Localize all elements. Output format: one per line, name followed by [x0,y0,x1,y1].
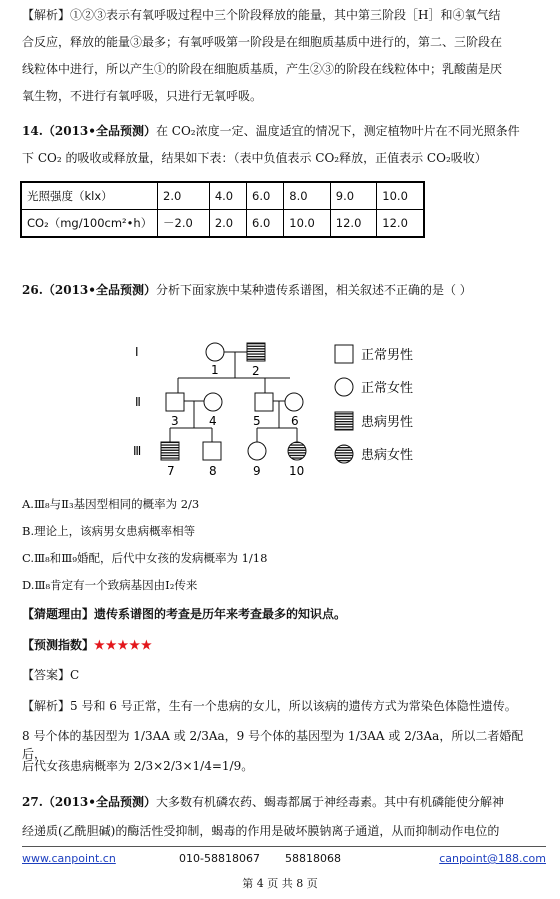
individual-2 [247,343,265,361]
individual-id: 7 [167,464,175,478]
option-d: D.Ⅲ₈肯定有一个致病基因由Ⅰ₂传来 [22,578,198,592]
individual-3 [166,393,184,411]
analysis-line: 【解析】5 号和 6 号正常，生有一个患病的女儿，所以该病的遗传方式为常染色体隐性遗传。 [22,699,517,713]
site-link[interactable]: www.canpoint.cn [22,852,116,865]
individual-id: 8 [209,464,217,478]
individual-4 [204,393,222,411]
q14-line1: 14.（2013•全品预测）在 CO₂浓度一定、温度适宜的情况下，测定植物叶片在不同光照条件 [22,124,520,138]
individual-id: 9 [253,464,261,478]
email-link[interactable]: canpoint@188.com [439,852,546,865]
individual-6 [285,393,303,411]
individual-id: 10 [289,464,305,478]
individual-id: 3 [171,414,179,428]
analysis-line: 合反应，释放的能量③最多；有氧呼吸第一阶段是在细胞质基质中进行的，第二、三阶段在 [22,35,503,49]
individual-id: 5 [253,414,261,428]
reason: 【猜题理由】遗传系谱图的考查是历年来考查最多的知识点。 [22,607,347,621]
analysis-line: 【解析】①②③表示有氧呼吸过程中三个阶段释放的能量，其中第三阶段［H］和④氧气结 [22,8,501,22]
individual-id: 2 [252,364,260,378]
q27-line1: 27.（2013•全品预测）大多数有机磷农药、蝎毒都属于神经毒素。其中有机磷能使分解神 [22,795,504,809]
legend-label: 正常男性 [361,348,414,363]
legend-label: 患病女性 [361,448,414,463]
individual-id: 4 [209,414,217,428]
phone: 58818068 [285,852,341,865]
individual-7 [161,442,179,460]
individual-id: 6 [291,414,299,428]
legend-label: 患病男性 [361,415,414,430]
legend-affected-female [335,445,353,463]
table-row: 光照强度（klx） 2.0 4.0 6.0 8.0 9.0 10.0 [21,182,424,210]
table-row: CO₂（mg/100cm²•h） －2.0 2.0 6.0 10.0 12.0 12.0 [21,210,424,238]
gen-label: Ⅱ [135,395,141,409]
individual-9 [248,442,266,460]
option-a: A.Ⅲ₈与Ⅱ₃基因型相同的概率为 2/3 [22,497,200,511]
analysis-line: 后代女孩患病概率为 2/3×2/3×1/4=1/9。 [22,759,254,773]
star-rating: ★★★★★ [94,638,153,652]
q26-stem: 26.（2013•全品预测）分析下面家族中某种遗传系谱图，相关叙述不正确的是（ ） [22,283,472,297]
q14-line2: 下 CO₂ 的吸收或释放量，结果如下表：（表中负值表示 CO₂释放，正值表示 CO₂吸收） [22,151,487,165]
legend-label: 正常女性 [361,381,414,396]
analysis-line: 线粒体中进行，所以产生①的阶段在细胞质基质，产生②③的阶段在线粒体中；乳酸菌是厌 [22,62,503,76]
option-b: B.理论上，该病男女患病概率相等 [22,524,196,538]
prediction-index: 【预测指数】★★★★★ [22,638,153,652]
co2-table [20,181,425,238]
analysis-line: 8 号个体的基因型为 1/3AA 或 2/3Aa，9 号个体的基因型为 1/3AA 或 2/3Aa，所以二者婚配后， [22,729,524,761]
individual-1 [206,343,224,361]
analysis-line: 氧生物，不进行有氧呼吸，只进行无氧呼吸。 [22,89,263,103]
page-number: 第 4 页 共 8 页 [242,877,318,890]
q27-line2: 经递质(乙酰胆碱)的酶活性受抑制，蝎毒的作用是破坏膜钠离子通道，从而抑制动作电位的 [22,824,500,838]
phone: 010-58818067 [179,852,260,865]
answer: 【答案】C [22,668,80,682]
individual-10 [288,442,306,460]
individual-8 [203,442,221,460]
option-c: C.Ⅲ₈和Ⅲ₉婚配，后代中女孩的发病概率为 1/18 [22,551,268,565]
gen-label: Ⅲ [133,444,142,458]
gen-label: Ⅰ [135,345,139,359]
legend-affected-male [335,412,353,430]
legend-normal-male [335,345,353,363]
legend-normal-female [335,378,353,396]
individual-id: 1 [211,363,219,377]
pedigree-chart [125,330,440,490]
individual-5 [255,393,273,411]
